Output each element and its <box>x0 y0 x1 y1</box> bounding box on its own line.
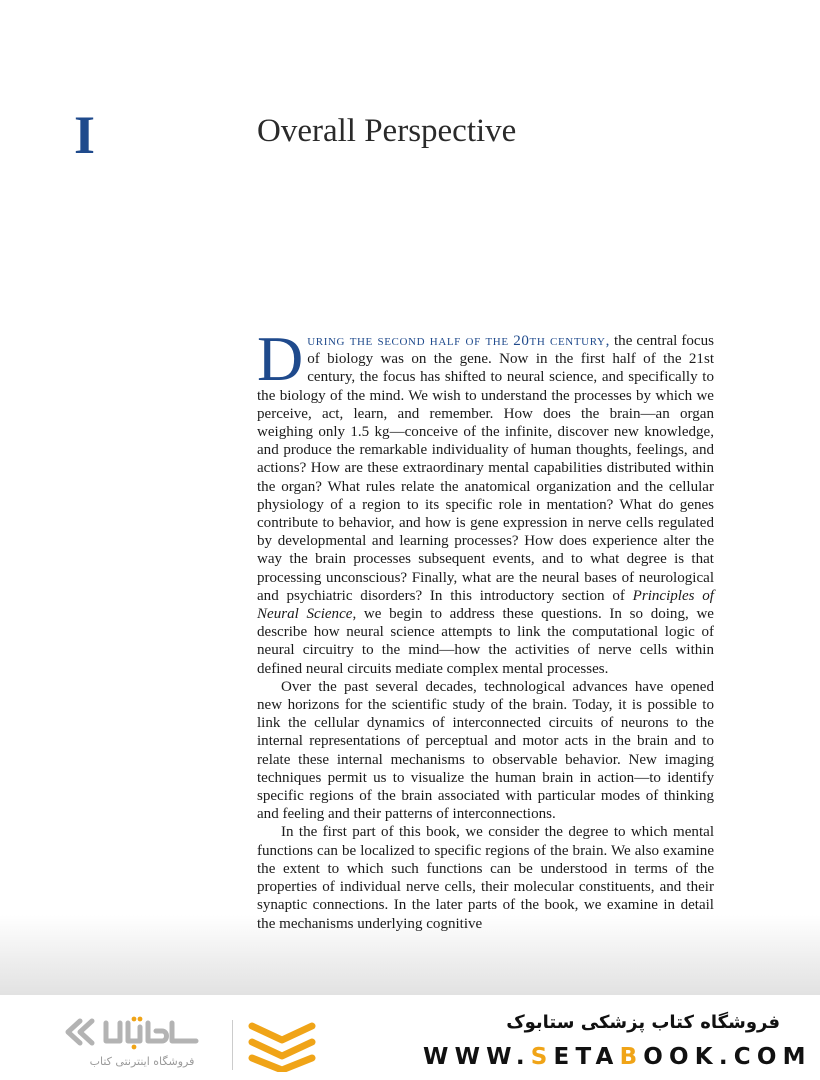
url-part-1: WWW. <box>423 1044 531 1070</box>
logo-subtitle: فروشگاه اینترنتی کتاب <box>89 1055 195 1068</box>
logo-divider <box>232 1020 233 1070</box>
url-highlight-2: B <box>619 1044 644 1070</box>
store-url <box>423 1044 812 1070</box>
book-chevron-icon <box>246 1020 318 1072</box>
drop-cap: D <box>257 323 304 394</box>
paragraph-1 <box>257 323 714 678</box>
url-highlight-1: S <box>530 1044 554 1070</box>
body-text <box>257 323 714 933</box>
url-part-3: OOK.COM <box>643 1044 812 1070</box>
book-title: Principles of Neural Science <box>257 587 714 623</box>
url-part-2: ETA <box>553 1044 620 1070</box>
paragraph-2: Over the past several decades, technological advances have opened new horizons for the scientific study of the brain. Today, it is possible to link the cellular dynamics of interconnected circuits of neurons to the internal representations of perceptual and motor acts in the brain and to relate these internal mechanisms to observable behavior. New imaging techniques permit us to visualize the human brain in action—to identify specific regions of the brain associated with particular modes of thinking and feeling and their patterns of interconnections. <box>257 678 714 823</box>
part-title: Overall Perspective <box>257 113 517 149</box>
part-number: I <box>74 105 96 165</box>
paragraph-1-end: , we begin to address these questions. In so doing, we describe how neural science attempts to link the computational logic of neural circuitry to the mind—how the activities of nerve cells within defined neural circuits mediate complex mental processes. <box>257 606 714 677</box>
paragraph-3: In the first part of this book, we consider the degree to which mental functions can be localized to specific regions of the brain. We also examine the extent to which such functions can be understood in terms of the properties of individual nerve cells, their molecular constituents, and their synaptic connections. In the later parts of the book, we examine in detail the mechanisms underlying cognitive <box>257 824 714 932</box>
store-name: فروشگاه کتاب پزشکی ستابوک <box>506 1012 780 1033</box>
paragraph-1-text: the central focus of biology was on the gene. Now in the first half of the 21st century, the focus has shifted to neural science, and specifically to the biology of the mind. We wish to understand the processes by which we perceive, act, learn, and remember. How does the brain—an organ weighing only 1.5 kg—conceive of the infinite, discover new knowledge, and produce the remarkable individuality of human thoughts, feelings, and actions? How are these extraordinary mental capabilities distributed within the organ? What rules relate the anatomical organization and the cellular physiology of a region to its specific role in mentation? What do genes contribute to behavior, and how is gene expression in nerve cells regulated by developmental and learning processes? How does experience alter the way the brain processes subsequent events, and to what degree is that processing unconscious? Finally, what are the neural bases of neurological and psychiatric disorders? In this introductory section of <box>257 333 714 604</box>
lead-in-smallcaps: uring the second half of the 20th century, <box>307 333 610 349</box>
